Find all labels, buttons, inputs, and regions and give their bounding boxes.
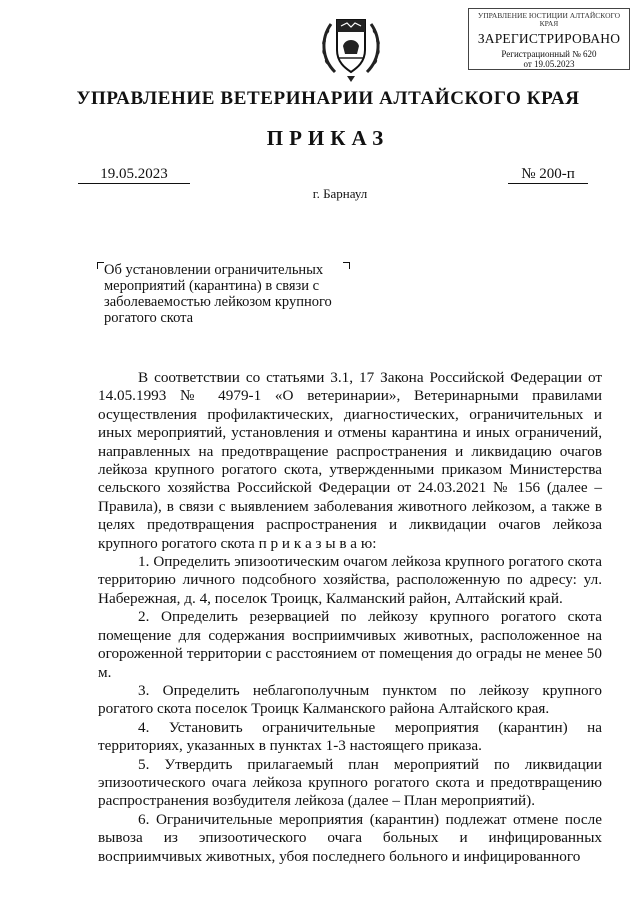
- stamp-status: ЗАРЕГИСТРИРОВАНО: [477, 31, 621, 46]
- clause-5: 5. Утвердить прилагаемый план мероприятий по ликвидации эпизоотического очага лейкоза крупного рогатого скота и предотвращению распространения возбудителя лейкоза (далее – План мероприятий).: [98, 755, 602, 810]
- stamp-reg-date: от 19.05.2023: [523, 59, 575, 69]
- order-body: [98, 369, 602, 866]
- clause-1: 1. Определить эпизоотическим очагом лейкоза крупного рогатого скота территорию личного подсобного хозяйства, расположенную по адресу: ул. Набережная, д. 4, поселок Троицк, Калманский район, Алтайский край.: [98, 553, 602, 607]
- registration-stamp: [468, 8, 630, 70]
- org-title: УПРАВЛЕНИЕ ВЕТЕРИНАРИИ АЛТАЙСКОГО КРАЯ: [76, 88, 580, 109]
- doc-type: ПРИКАЗ: [266, 126, 390, 150]
- subject-bracket-left: [97, 262, 104, 269]
- stamp-org: УПРАВЛЕНИЕ ЮСТИЦИИ АЛТАЙСКОГО КРАЯ: [477, 11, 621, 28]
- clause-4: 4. Установить ограничительные мероприятия (карантин) на территориях, указанных в пунктах 1-3 настоящего приказа.: [98, 718, 602, 755]
- order-number: № 200-п: [508, 166, 588, 184]
- order-subject: Об установлении ограничительных мероприятий (карантина) в связи с заболеваемостью лейкозом крупного рогатого скота: [104, 262, 332, 326]
- city: г. Барнаул: [312, 186, 368, 201]
- clause-2: 2. Определить резервацией по лейкозу крупного рогатого скота помещение для содержания восприимчивых животных, расположенное на огороженной территории с расстоянием от помещения до ограды не менее 50 м.: [98, 608, 602, 681]
- order-date: 19.05.2023: [78, 166, 190, 184]
- altai-krai-coat-of-arms-icon: [317, 6, 385, 86]
- clause-3: 3. Определить неблагополучным пунктом по лейкозу крупного рогатого скота поселок Троицк Калманского района Алтайского края.: [98, 681, 602, 718]
- stamp-reg-number: Регистрационный № 620: [501, 49, 597, 59]
- preamble-paragraph: В соответствии со статьями 3.1, 17 Закона Российской Федерации от 14.05.1993 № 4979-1 «О ветеринарии», Ветеринарными правилами осуществления профилактических, диагностических, ограничительных и иных мероприятий, установления и отмены карантина и иных ограничений, направленных на предотвращение распространения и ликвидацию очагов лейкоза крупного рогатого скота, утвержденными приказом Министерства сельского хозяйства Российской Федерации от 24.03.2021 № 156 (далее – Правила), в связи с выявлением заболевания животного лейкозом, а также в целях предотвращения распространения и ликвидации очагов лейкоза крупного рогатого скота п р и к а з ы в а ю:: [98, 369, 602, 552]
- clause-6: 6. Ограничительные мероприятия (карантин) подлежат отмене после вывоза из эпизоотического очага больных и инфицированных восприимчивых животных, убоя последнего больного и инфицированного: [98, 810, 602, 865]
